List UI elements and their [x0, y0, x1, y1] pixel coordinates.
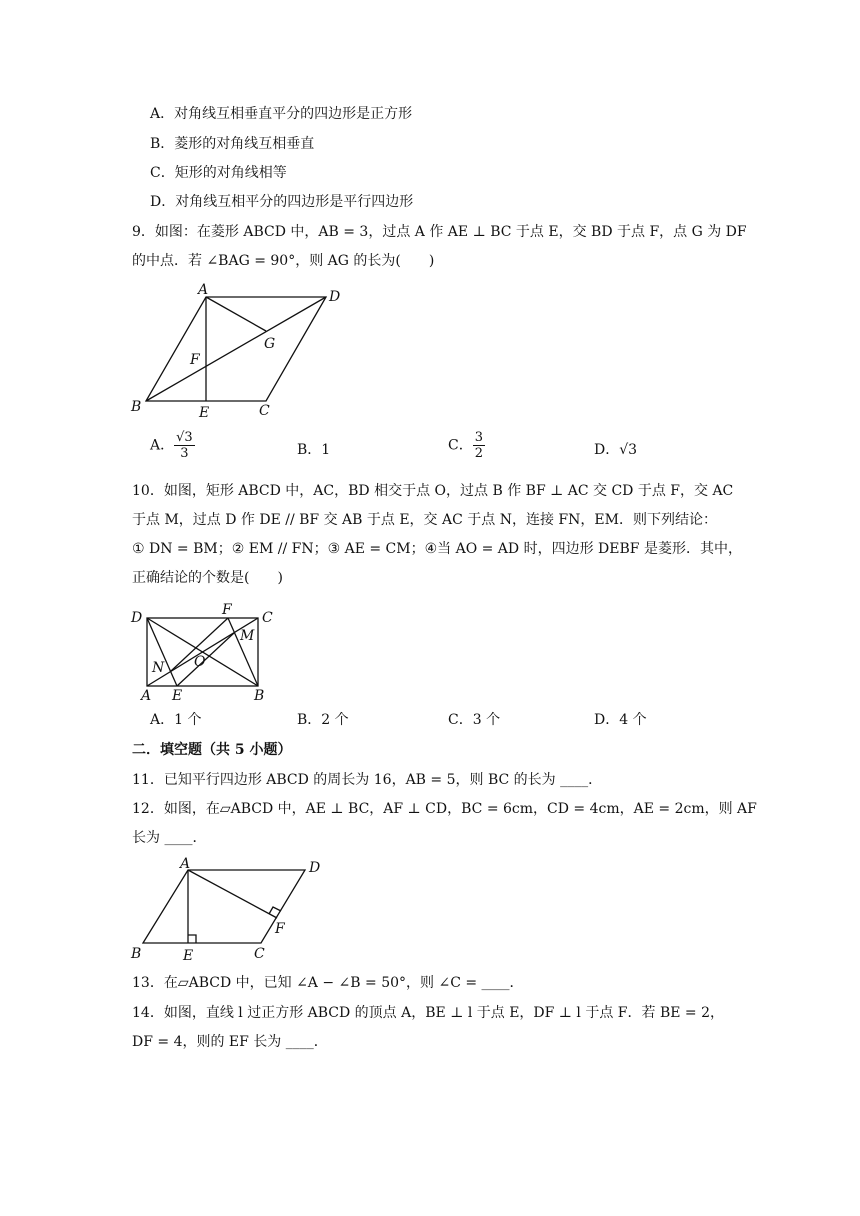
q9-label-g: G	[264, 336, 276, 352]
q8-option-d: D．对角线互相平分的四边形是平行四边形	[150, 194, 414, 210]
q12-segment-af	[188, 870, 277, 918]
q12-text-line2: 长为 ____．	[132, 830, 207, 846]
q10-label-n: N	[152, 660, 165, 676]
q10-label-e: E	[172, 688, 183, 704]
q10-option-d: D．4 个	[594, 712, 647, 728]
q9-label-d: D	[329, 289, 341, 305]
q11-text: 11．已知平行四边形 ABCD 的周长为 16，AB = 5，则 BC 的长为 ____．	[132, 772, 603, 788]
q9-text-line2: 的中点．若 ∠BAG = 90°，则 AG 的长为( )	[132, 253, 435, 269]
q10-label-d: D	[131, 610, 143, 626]
q9-option-a-den: 3	[180, 446, 189, 461]
q10-label-f: F	[222, 602, 232, 618]
q10-label-c: C	[262, 610, 273, 626]
q14-text-line1: 14．如图，直线 l 过正方形 ABCD 的顶点 A，BE ⊥ l 于点 E，DF ⊥ l 于点 F．若 BE = 2，	[132, 1005, 725, 1021]
q10-label-a: A	[141, 688, 152, 704]
q8-option-a: A．对角线互相垂直平分的四边形是正方形	[150, 106, 413, 122]
q10-option-a: A．1 个	[150, 712, 202, 728]
q8-option-c: C．矩形的对角线相等	[150, 165, 287, 181]
q9-label-a: A	[198, 282, 209, 298]
q9-label-b: B	[131, 399, 142, 415]
q14-text-line2: DF = 4，则的 EF 长为 ____．	[132, 1034, 328, 1050]
q9-option-c-num: 3	[474, 430, 483, 445]
q12-label-c: C	[254, 946, 265, 962]
q10-text-line3: ① DN = BM；② EM // FN；③ AE = CM；④当 AO = AD 时，四边形 DEBF 是菱形．其中，	[132, 541, 742, 557]
q9-option-c-prefix: C．	[448, 437, 473, 454]
q9-label-e: E	[199, 405, 210, 421]
q10-option-c: C．3 个	[448, 712, 501, 728]
q8-option-b: B．菱形的对角线互相垂直	[150, 136, 315, 152]
q12-label-d: D	[309, 860, 321, 876]
q9-option-a-num: √3	[176, 430, 193, 445]
q9-option-c-den: 2	[474, 446, 483, 461]
q9-option-d: D．√3	[594, 442, 638, 458]
q13-text: 13．在▱ABCD 中，已知 ∠A − ∠B = 50°，则 ∠C = ____．	[132, 975, 524, 991]
q10-text-line4: 正确结论的个数是( )	[132, 570, 283, 586]
q9-option-b: B．1	[297, 442, 331, 458]
q12-text-line1: 12．如图，在▱ABCD 中，AE ⊥ BC，AF ⊥ CD，BC = 6cm，CD = 4cm，AE = 2cm，则 AF	[132, 801, 757, 817]
q9-option-a-prefix: A．	[150, 437, 175, 454]
q10-label-o: O	[194, 654, 206, 670]
q12-label-b: B	[131, 946, 142, 962]
q12-label-e: E	[183, 948, 194, 964]
q9-label-c: C	[259, 403, 270, 419]
q10-label-b: B	[254, 688, 265, 704]
q12-label-a: A	[180, 856, 191, 872]
q10-option-b: B．2 个	[297, 712, 349, 728]
q10-label-m: M	[240, 628, 255, 644]
q10-text-line1: 10．如图，矩形 ABCD 中，AC，BD 相交于点 O，过点 B 作 BF ⊥ AC 交 CD 于点 F，交 AC	[132, 483, 734, 499]
section-2-title: 二．填空题（共 5 小题）	[132, 742, 292, 758]
q10-text-line2: 于点 M，过点 D 作 DE // BF 交 AB 于点 E，交 AC 于点 N，连接 FN，EM．则下列结论：	[132, 512, 717, 528]
q9-text-line1: 9．如图：在菱形 ABCD 中，AB = 3，过点 A 作 AE ⊥ BC 于点 E，交 BD 于点 F，点 G 为 DF	[132, 224, 747, 240]
q12-label-f: F	[275, 921, 285, 937]
q9-label-f: F	[190, 352, 200, 368]
q12-right-angle-e	[188, 935, 196, 943]
